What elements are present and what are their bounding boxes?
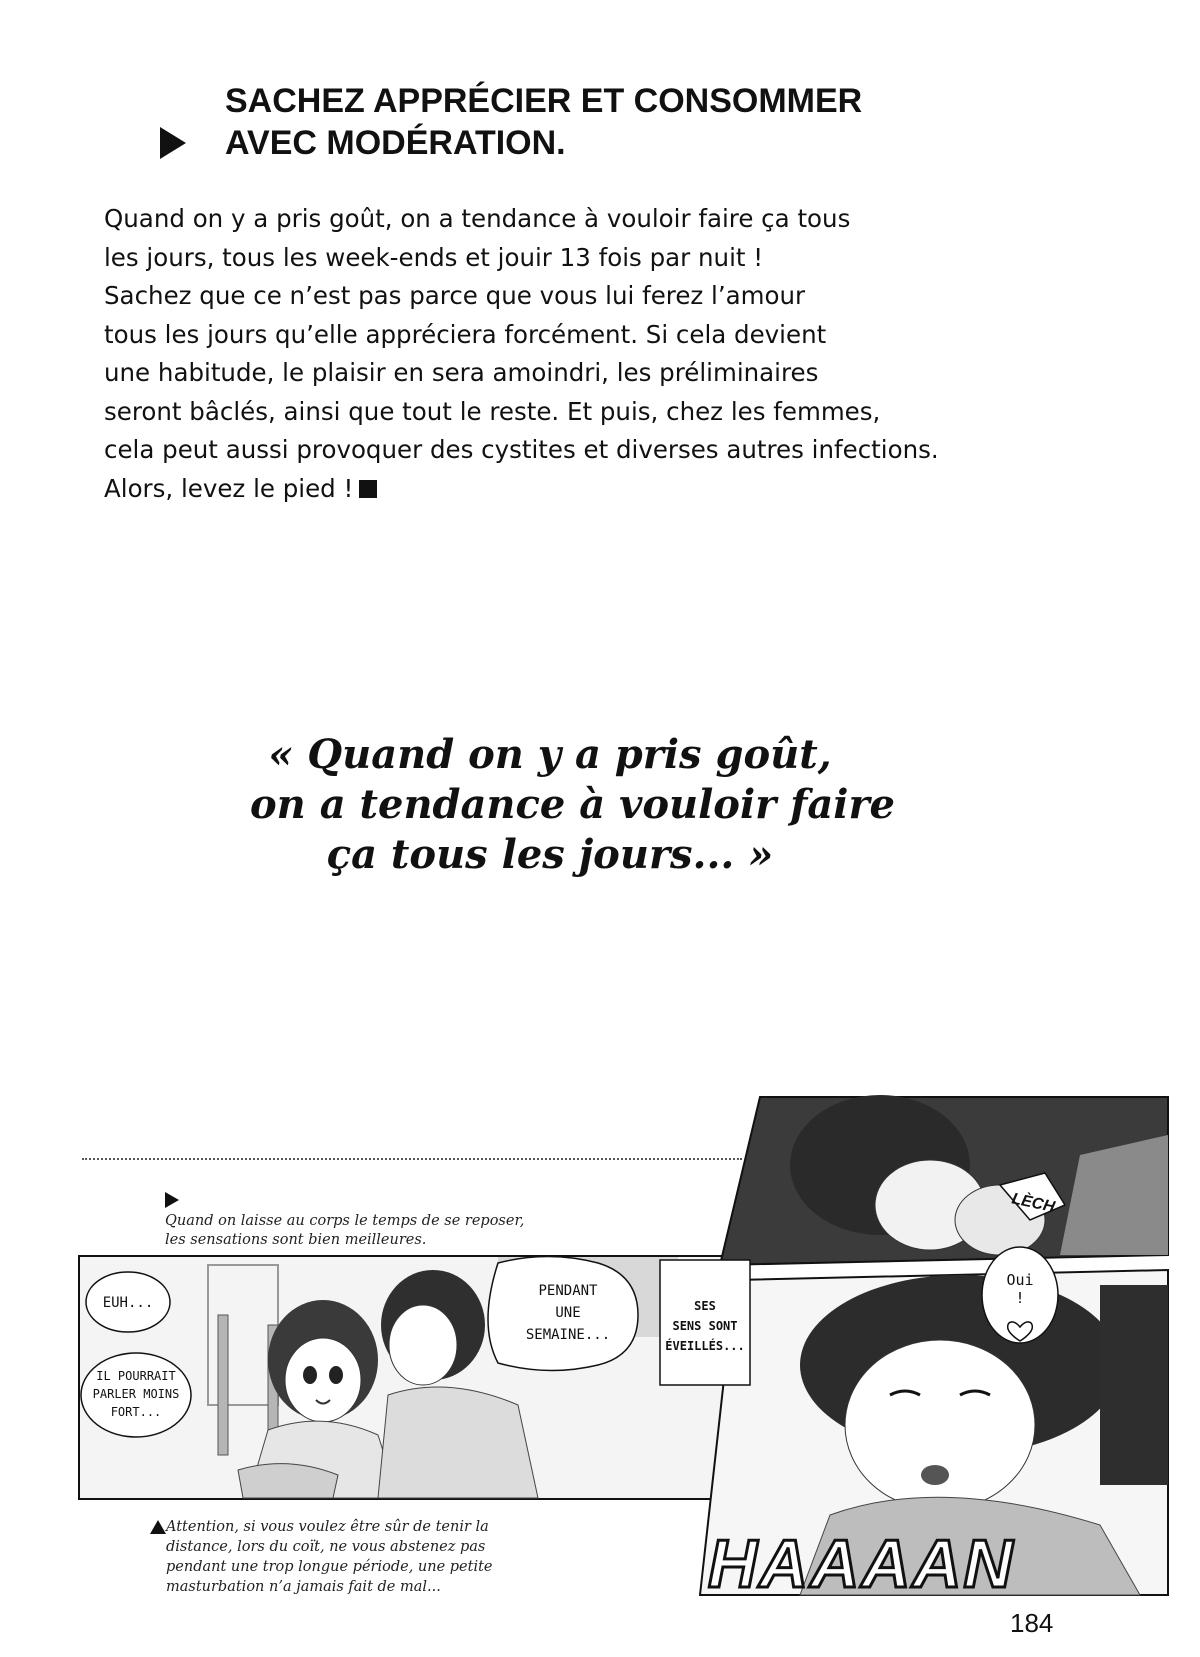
triangle-up-icon (150, 1520, 166, 1534)
bubble-euh: EUH... (102, 1295, 154, 1311)
triangle-bullet-icon (160, 127, 186, 159)
pull-quote (250, 730, 895, 880)
caption-line: Attention, si vous voulez être sûr de tenir la (166, 1519, 489, 1535)
bubble-pendant-line: PENDANT (538, 1283, 598, 1299)
pull-quote-line: « Quand on y a pris goût, (268, 731, 832, 778)
box-sens-line: ÉVEILLÉS... (665, 1339, 745, 1353)
body-line: Sachez que ce n’est pas parce que vous lui ferez l’amour (104, 281, 806, 310)
heading-line-1: SACHEZ APPRÉCIER ET CONSOMMER (225, 82, 863, 120)
comic-panel-left-art (78, 1255, 738, 1500)
bubble-pendant-line: UNE (555, 1305, 581, 1321)
sfx-lech: LÈCH (1010, 1190, 1057, 1217)
bubble-oui-line: Oui (1006, 1271, 1034, 1289)
body-line: cela peut aussi provoquer des cystites et diverses autres infections. (104, 435, 939, 464)
caption-top (165, 1192, 524, 1250)
body-line: une habitude, le plaisir en sera amoindri, les préliminaires (104, 358, 819, 387)
bubble-pourrait-line: IL POURRAIT (96, 1369, 176, 1383)
bubble-pourrait-line: FORT... (110, 1405, 162, 1419)
caption-line: pendant une trop longue période, une petite (166, 1559, 493, 1575)
dotted-divider (82, 1158, 742, 1160)
section-heading (160, 80, 862, 164)
bubble-pendant-line: SEMAINE... (525, 1327, 611, 1343)
comic-panel-right-art (665, 1095, 1170, 1602)
triangle-right-icon (165, 1192, 179, 1208)
body-line: tous les jours qu’elle appréciera forcément. Si cela devient (104, 319, 827, 349)
bubble-pourrait-line: PARLER MOINS (92, 1387, 180, 1401)
body-paragraph (104, 200, 964, 508)
heading-line-2-row (160, 122, 862, 164)
comic-panel-left (78, 1255, 738, 1500)
caption-bottom (150, 1517, 493, 1597)
box-sens-line: SES (694, 1299, 716, 1313)
page-number: 184 (1010, 1608, 1054, 1638)
pull-quote-line: on a tendance à vouloir faire (250, 781, 895, 828)
box-sens-line: SENS SONT (672, 1319, 738, 1333)
body-line-last (104, 470, 964, 509)
caption-line: les sensations sont bien meilleures. (165, 1232, 427, 1248)
comic-panel-right (665, 1095, 1170, 1602)
pull-quote-line: ça tous les jours... » (326, 831, 774, 878)
body-line: Alors, levez le pied ! (104, 473, 354, 503)
bubble-oui-line: ! (1015, 1289, 1025, 1307)
sfx-haaaan: HAAAAN (708, 1526, 1015, 1602)
caption-line: Quand on laisse au corps le temps de se reposer, (165, 1213, 525, 1229)
body-line: seront bâclés, ainsi que tout le reste. Et puis, chez les femmes, (104, 396, 881, 426)
heading-line-2: AVEC MODÉRATION. (225, 124, 566, 162)
caption-line: masturbation n’a jamais fait de mal... (166, 1579, 441, 1595)
caption-line: distance, lors du coït, ne vous abstenez pas (166, 1539, 486, 1555)
body-line: Quand on y a pris goût, on a tendance à vouloir faire ça tous (104, 204, 851, 233)
end-square-icon (359, 480, 377, 498)
body-line: les jours, tous les week-ends et jouir 13 fois par nuit ! (104, 242, 764, 272)
